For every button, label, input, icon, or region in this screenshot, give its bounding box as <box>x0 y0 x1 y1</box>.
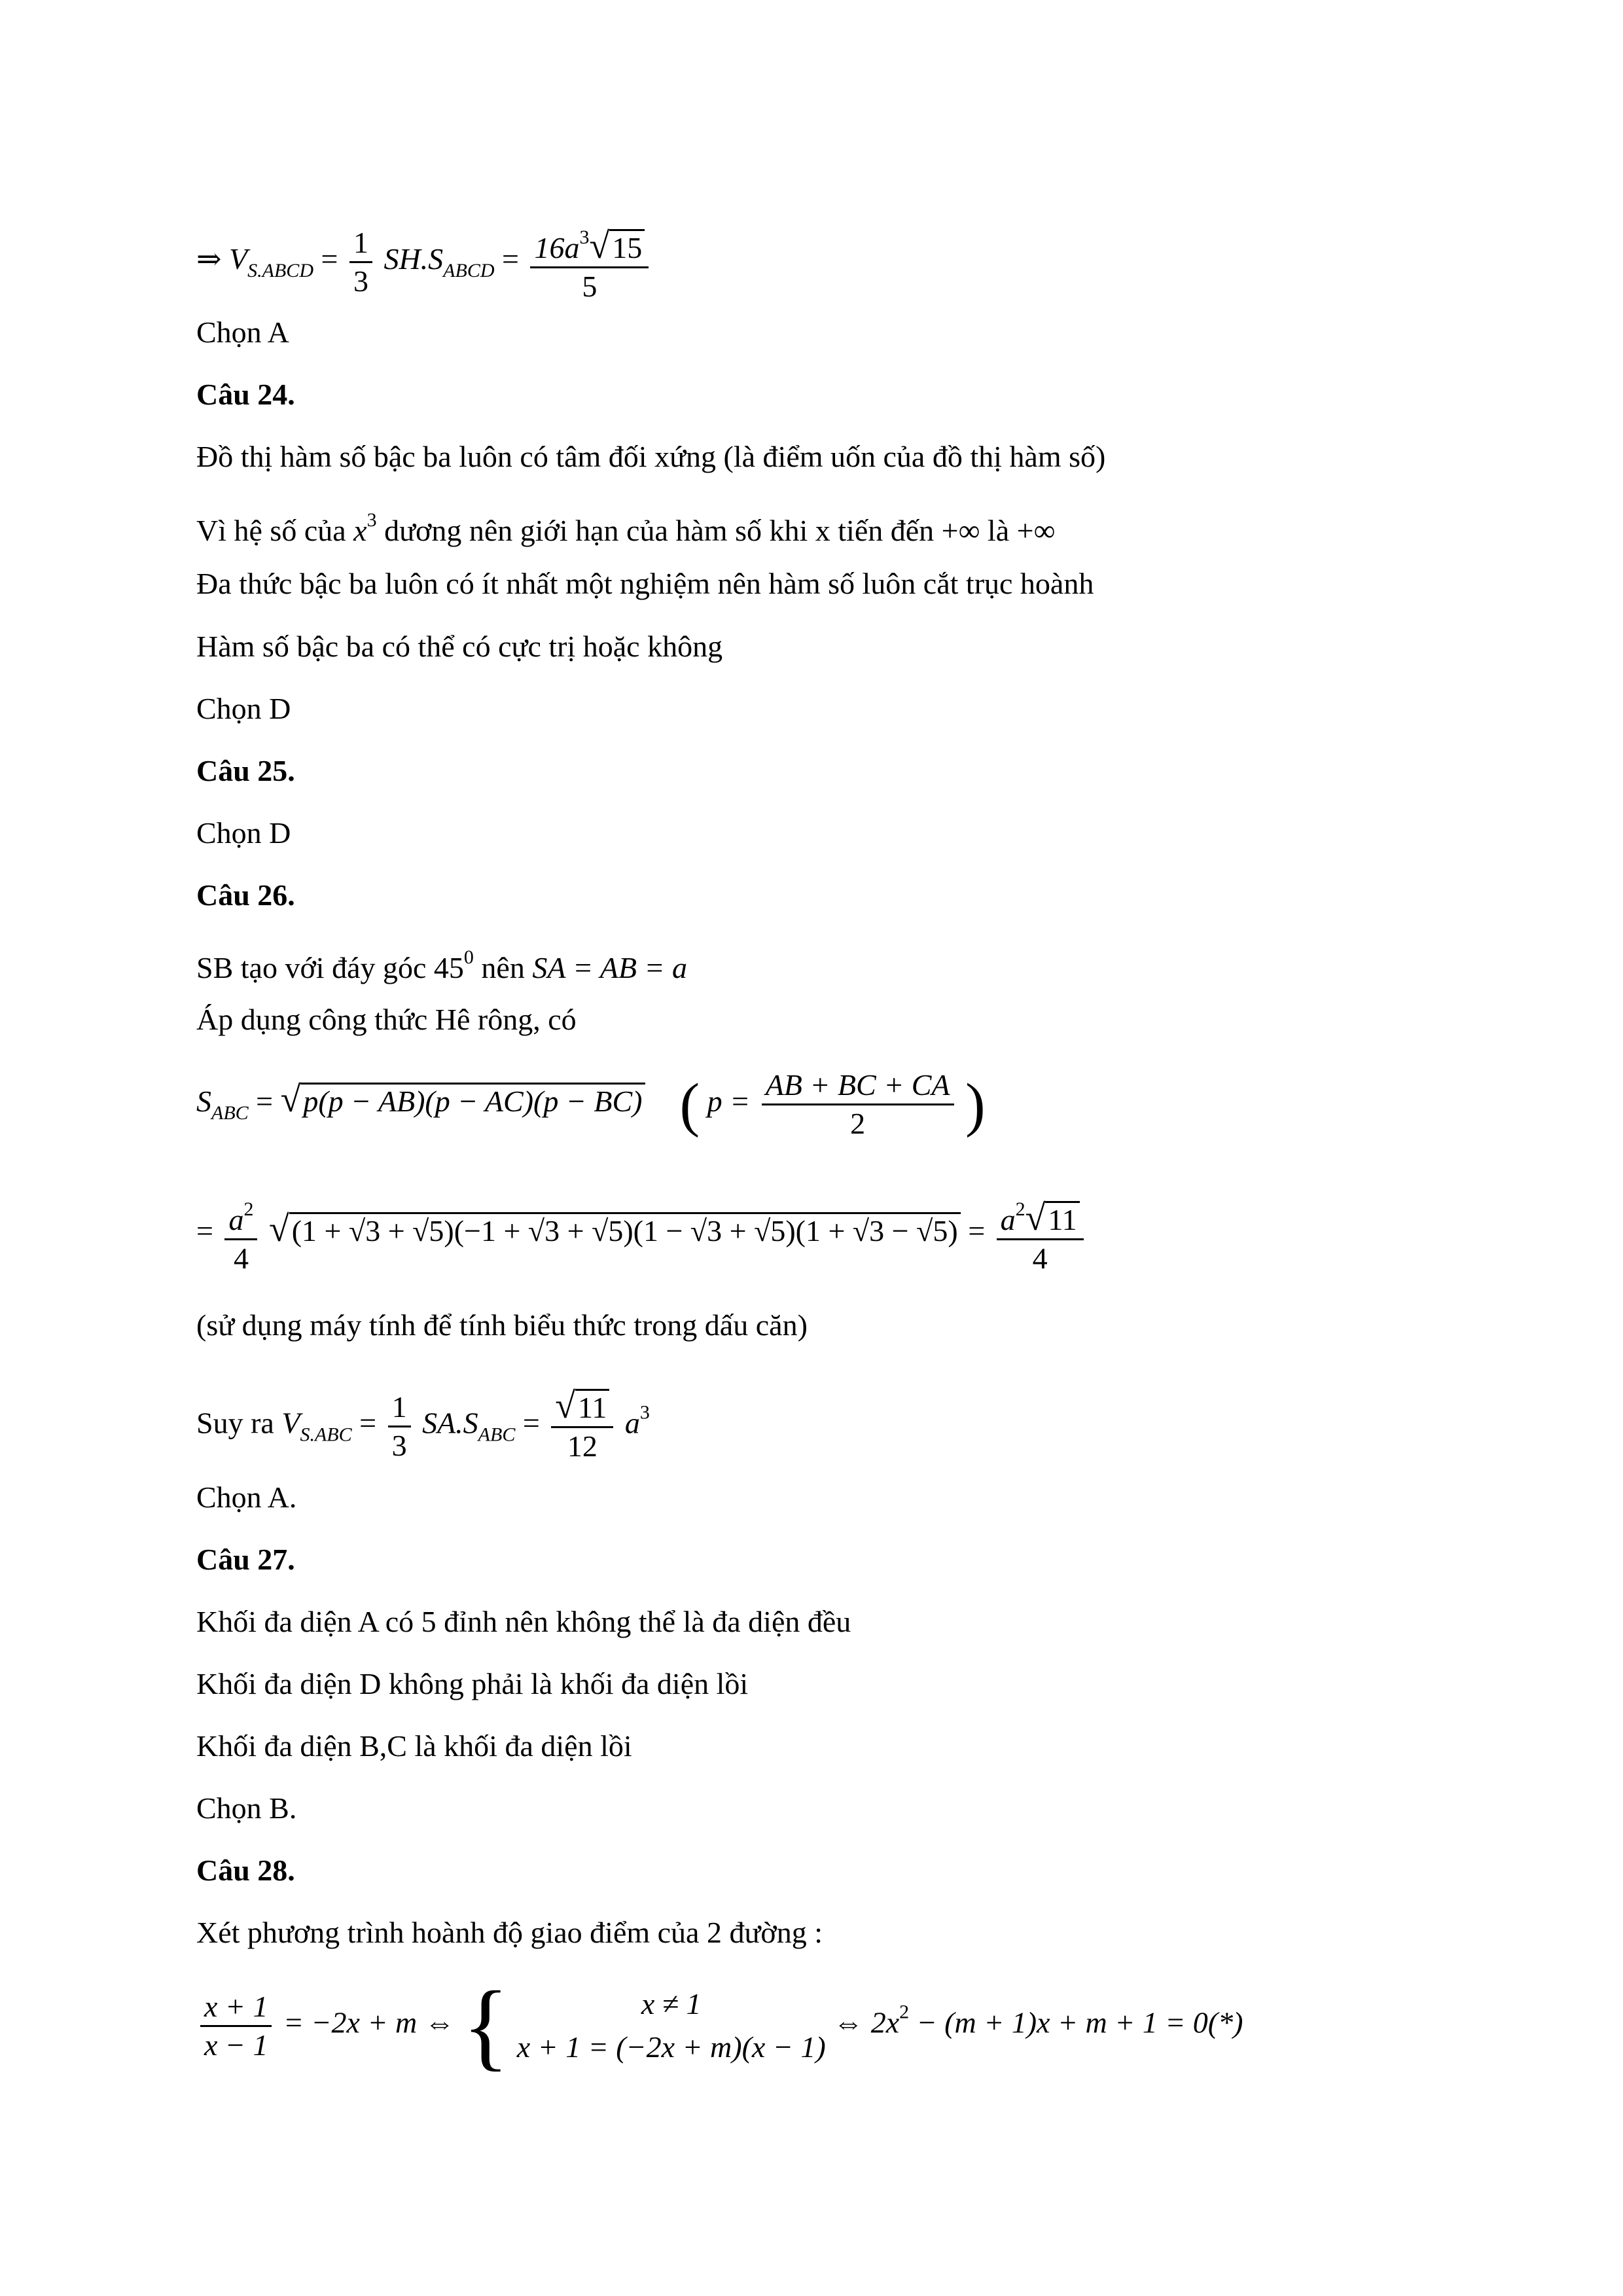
math-subscript: ABC <box>211 1102 249 1124</box>
fraction-denominator: 4 <box>233 1242 249 1275</box>
fraction-numerator: AB + BC + CA <box>762 1067 954 1105</box>
fraction <box>530 219 649 305</box>
fraction-denominator: 12 <box>567 1429 597 1463</box>
text-span: dương nên giới hạn của hàm số khi x tiến đến <box>384 514 935 547</box>
math-text: V <box>229 242 248 276</box>
math-subscript: ABC <box>478 1424 516 1446</box>
text-line: Áp dụng công thức Hê rông, có <box>196 1003 577 1036</box>
implies-symbol: ⇒ <box>196 242 222 276</box>
fraction-denominator: 3 <box>353 264 368 298</box>
math-text: = <box>256 1085 274 1119</box>
radicand: (1 + √3 + √5)(−1 + √3 + √5)(1 − √3 + √5)(1 + √3 − √5) <box>289 1212 961 1247</box>
text-line: Xét phương trình hoành độ giao điểm của 2 đường : <box>196 1916 823 1949</box>
math-text: = <box>502 242 519 276</box>
radicand: 15 <box>609 229 645 264</box>
question-heading: Câu 24. <box>196 378 295 411</box>
fraction <box>200 1988 272 2064</box>
fraction <box>224 1191 257 1277</box>
math-text: = <box>196 1214 213 1248</box>
text-span: là <box>987 514 1010 547</box>
fraction-denominator: x − 1 <box>204 2028 268 2062</box>
volume-formula-abcd <box>196 219 652 305</box>
fraction-numerator: x + 1 <box>200 1988 272 2027</box>
math-text: = −2x + m ⇔ <box>283 2005 455 2039</box>
math-text: x <box>353 514 367 547</box>
question-heading: Câu 25. <box>196 754 295 787</box>
text-line: Hàm số bậc ba có thể có cực trị hoặc không <box>196 630 723 663</box>
fraction <box>551 1388 613 1465</box>
fraction-denominator: 3 <box>391 1428 407 1462</box>
fraction-numerator: 1 <box>388 1389 411 1427</box>
math-exponent: 2 <box>1015 1198 1026 1220</box>
math-text: = <box>321 242 338 276</box>
text-line: Đồ thị hàm số bậc ba luôn có tâm đối xứng (là điểm uốn của đồ thị hàm số) <box>196 440 1106 473</box>
answer-line: Chọn B. <box>196 1791 297 1825</box>
math-text: = <box>522 1406 540 1440</box>
text-line <box>196 501 1055 550</box>
equation-system <box>517 1982 826 2069</box>
system-row: x ≠ 1 <box>641 1987 702 2020</box>
math-text: +∞ <box>941 514 980 547</box>
text-span: Vì hệ số của <box>196 514 346 547</box>
math-exponent: 2 <box>243 1198 254 1220</box>
radicand: 11 <box>575 1389 609 1424</box>
text-span: nên <box>481 951 525 984</box>
math-text: SA.S <box>422 1406 478 1440</box>
math-text: ⇔ 2x <box>833 2005 900 2039</box>
fraction-numerator <box>551 1388 613 1428</box>
fraction-denominator: 4 <box>1032 1242 1048 1275</box>
math-exponent: 3 <box>639 1401 650 1424</box>
radicand: 11 <box>1045 1201 1079 1236</box>
answer-line: Chọn D <box>196 816 291 850</box>
math-text: − (m + 1)x + m + 1 = 0(*) <box>916 2005 1243 2039</box>
fraction-numerator <box>530 219 649 268</box>
fraction-numerator: 1 <box>349 224 372 263</box>
question-heading: Câu 28. <box>196 1854 295 1887</box>
answer-line: Chọn D <box>196 692 291 725</box>
math-subscript: S.ABC <box>300 1424 352 1446</box>
math-exponent: 3 <box>579 226 590 248</box>
text-line: Đa thức bậc ba luôn có ít nhất một nghiệm nên hàm số luôn cắt trục hoành <box>196 567 1094 600</box>
math-text: = <box>359 1406 377 1440</box>
paren-open: ( <box>679 1071 700 1138</box>
fraction-numerator <box>997 1191 1084 1240</box>
math-text: a <box>624 1406 640 1440</box>
answer-line: Chọn A. <box>196 1480 297 1514</box>
math-subscript: S.ABCD <box>247 260 313 282</box>
system-brace: { <box>462 1971 510 2080</box>
math-text: a <box>228 1203 244 1236</box>
sqrt-symbol: √ <box>280 1079 301 1121</box>
text-line: (sử dụng máy tính để tính biểu thức trong dấu căn) <box>196 1308 808 1342</box>
math-text: +∞ <box>1016 514 1056 547</box>
fraction <box>997 1191 1084 1277</box>
math-text: SA = AB = a <box>532 951 688 984</box>
system-row: x + 1 = (−2x + m)(x − 1) <box>516 2030 826 2064</box>
math-text: 45 <box>433 951 464 984</box>
text-line: Khối đa diện D không phải là khối đa diện lồi <box>196 1667 749 1700</box>
math-text: a <box>1000 1203 1016 1236</box>
math-text: SH.S <box>383 242 444 276</box>
volume-formula-abc <box>196 1388 650 1465</box>
math-text: V <box>281 1406 300 1440</box>
fraction-denominator: 5 <box>582 270 597 303</box>
math-text: S <box>196 1085 211 1119</box>
math-exponent: 2 <box>899 2001 910 2023</box>
text-line: Khối đa diện B,C là khối đa diện lồi <box>196 1729 632 1763</box>
sqrt-symbol: √ <box>268 1209 289 1250</box>
text-span: SB tạo với đáy góc <box>196 951 427 984</box>
paren-close: ) <box>965 1071 986 1138</box>
heron-formula <box>196 1067 986 1142</box>
math-text: 16a <box>534 231 580 264</box>
heron-computation <box>196 1191 1088 1277</box>
question-heading: Câu 27. <box>196 1543 295 1576</box>
fraction <box>388 1389 411 1464</box>
math-exponent: 3 <box>366 509 377 531</box>
fraction <box>349 224 372 300</box>
math-text: p = <box>707 1085 751 1119</box>
radicand: p(p − AB)(p − AC)(p − BC) <box>300 1083 645 1118</box>
sqrt-symbol: √ <box>555 1386 576 1426</box>
text-line <box>196 938 687 988</box>
math-text: = <box>968 1214 986 1248</box>
answer-line: Chọn A <box>196 315 289 349</box>
fraction-numerator <box>224 1191 257 1240</box>
text-span: Suy ra <box>196 1406 274 1440</box>
intersection-equation <box>196 1971 1243 2080</box>
fraction-denominator: 2 <box>850 1107 866 1140</box>
math-exponent: 0 <box>463 946 474 968</box>
sqrt-symbol: √ <box>1025 1198 1046 1238</box>
question-heading: Câu 26. <box>196 878 295 912</box>
fraction <box>762 1067 954 1142</box>
text-line: Khối đa diện A có 5 đỉnh nên không thể là đa diện đều <box>196 1605 851 1638</box>
math-subscript: ABCD <box>443 260 495 282</box>
sqrt-symbol: √ <box>589 226 610 266</box>
